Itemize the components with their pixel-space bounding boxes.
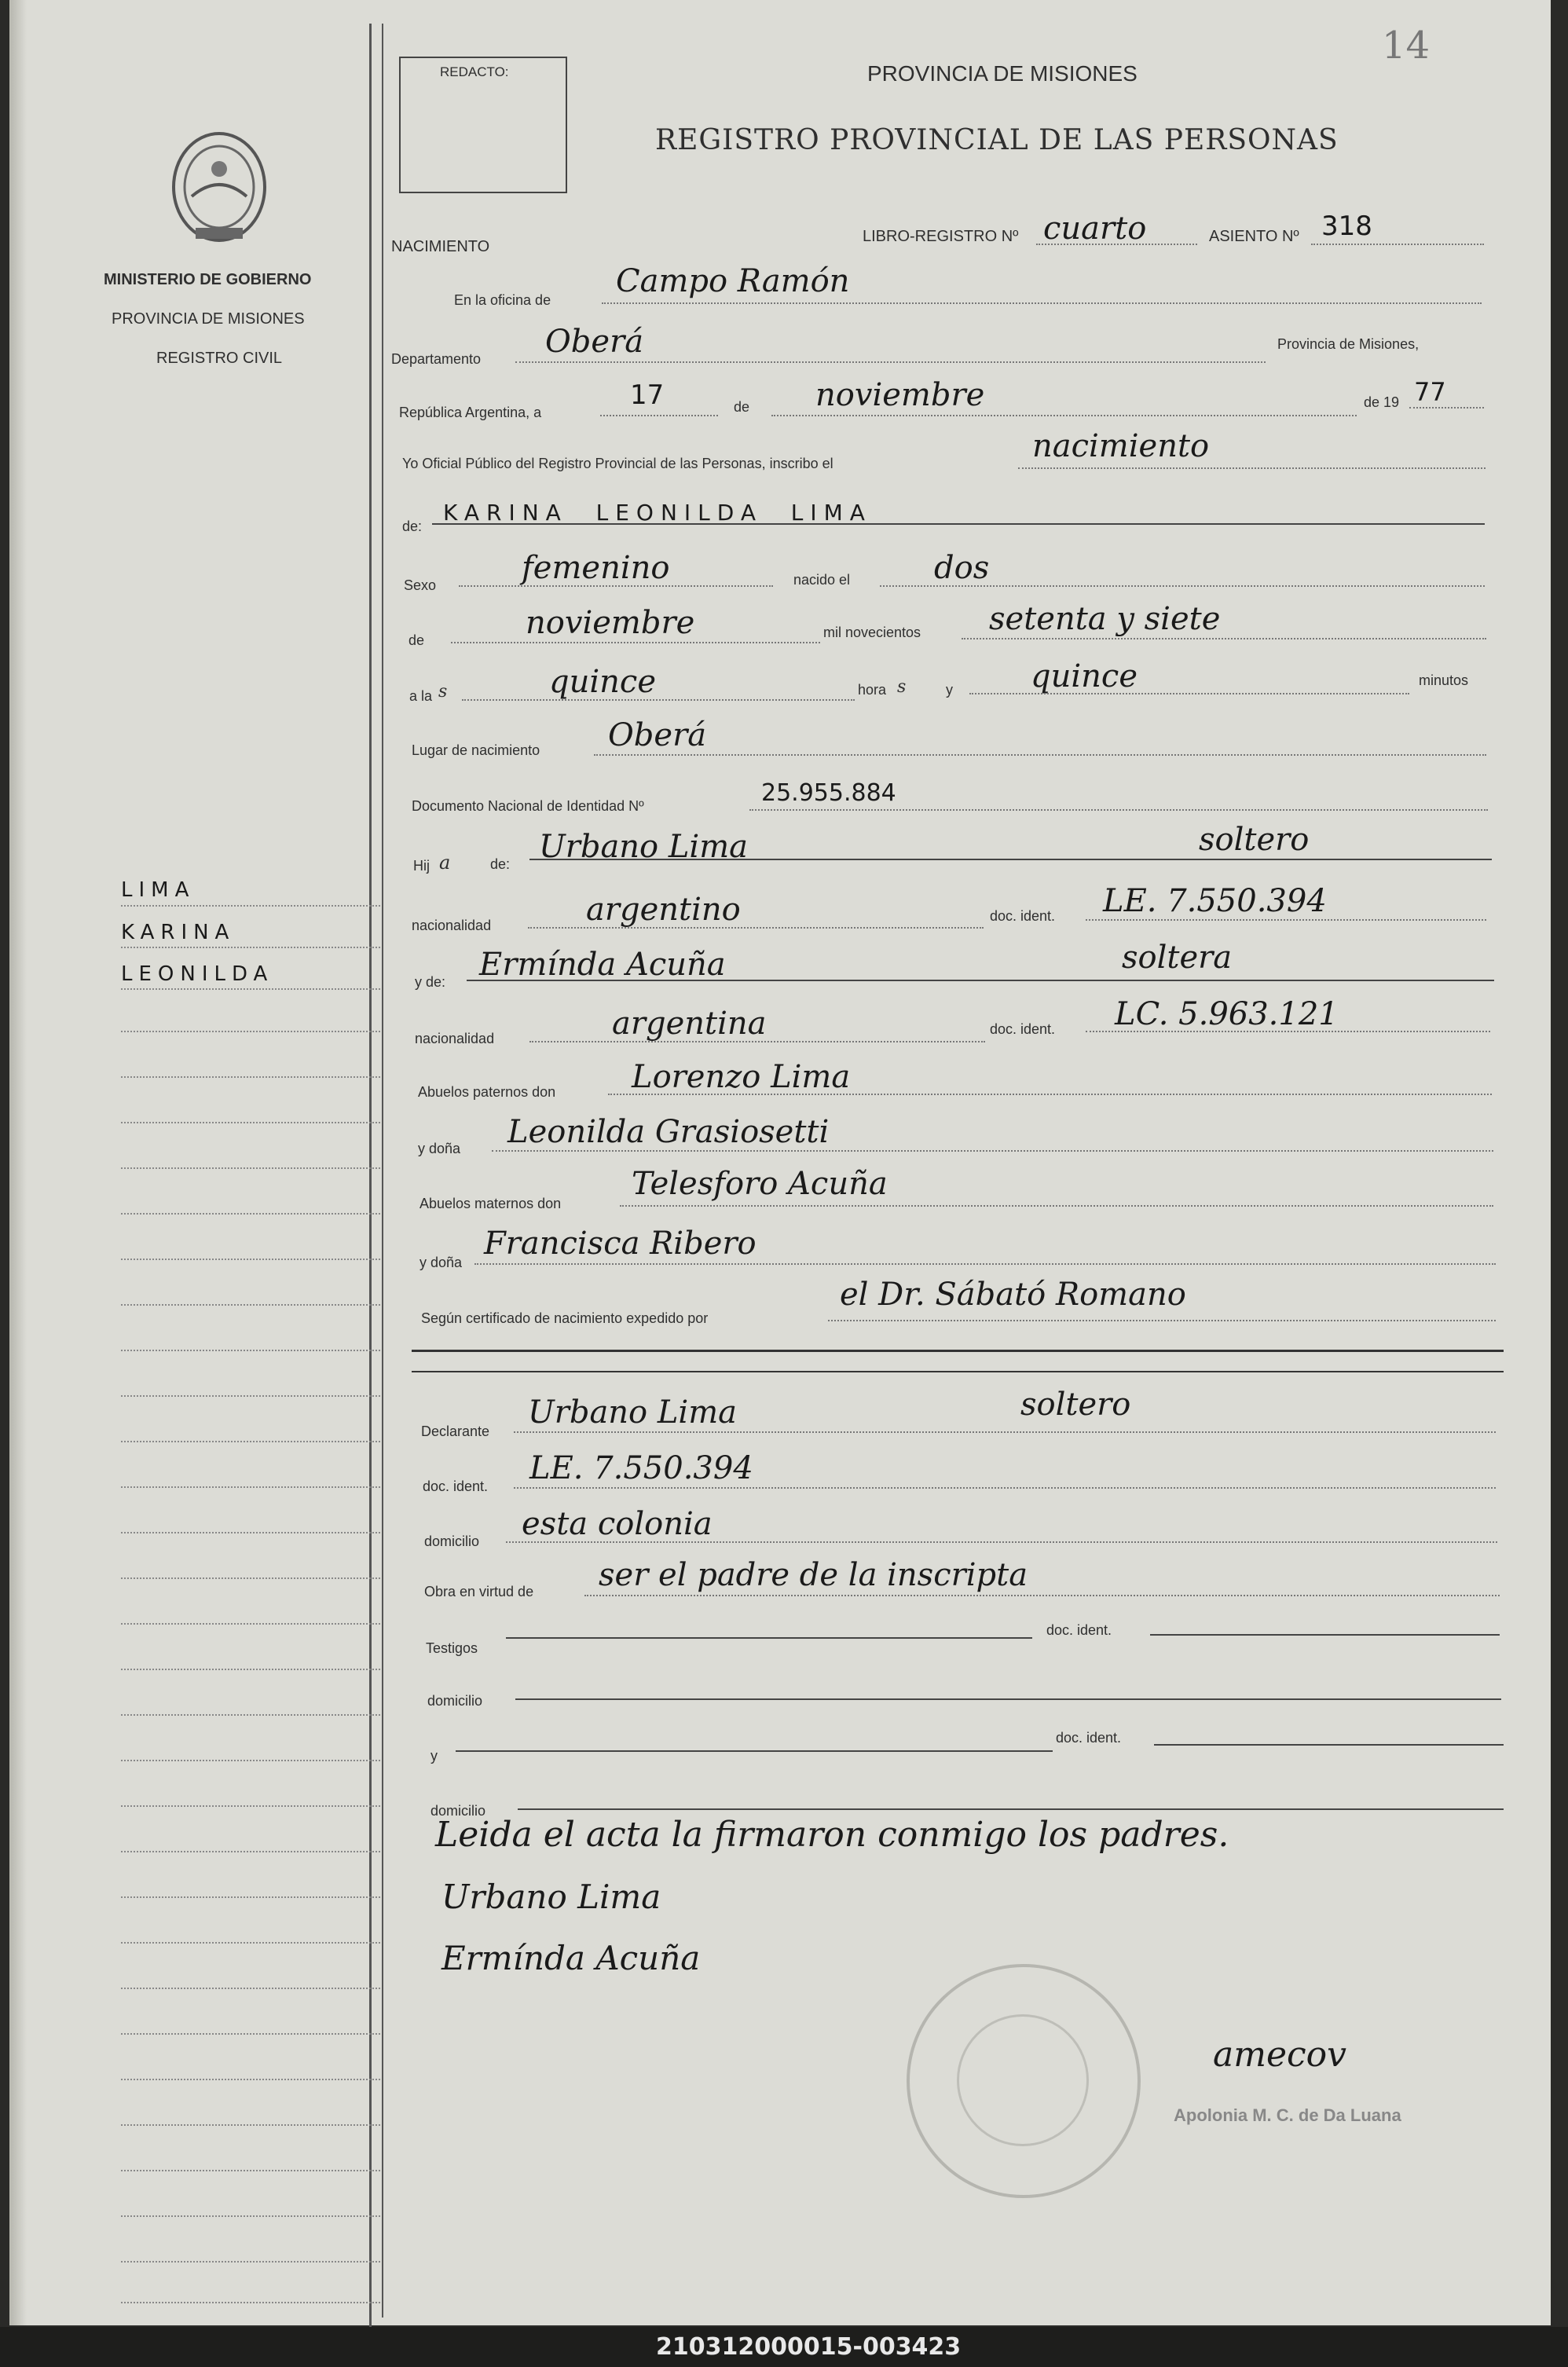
- dia-value: 17: [630, 379, 665, 411]
- field-line: [602, 302, 1482, 304]
- ydona1-label: y doña: [418, 1141, 461, 1156]
- field-line: [529, 1041, 985, 1042]
- declarante-estado: soltero: [1020, 1387, 1131, 1423]
- margin-line: [121, 1623, 380, 1625]
- madre-estado: soltera: [1122, 940, 1233, 976]
- margin-line: [121, 1259, 380, 1260]
- margin-line: [121, 1395, 380, 1397]
- minutos-label: minutos: [1419, 672, 1469, 688]
- nac2-label: nacionalidad: [415, 1031, 495, 1046]
- domicilio2-line: [515, 1698, 1501, 1700]
- footer-bar: [0, 2327, 1568, 2367]
- field-line: [528, 927, 984, 929]
- official-stamp-name: Apolonia M. C. de Da Luana: [1174, 2105, 1401, 2125]
- document-page: [9, 0, 1551, 2325]
- testigos-label: Testigos: [426, 1640, 478, 1656]
- margin-line: [121, 1532, 380, 1533]
- departamento-value: Oberá: [545, 324, 644, 360]
- madre-value: Ermínda Acuña: [479, 947, 726, 983]
- margin-name-second: LEONILDA: [121, 962, 274, 986]
- yde-label: y de:: [415, 974, 446, 990]
- hijo-suffix: a: [439, 852, 451, 874]
- y-docid-label: doc. ident.: [1056, 1730, 1122, 1746]
- oficial-value: nacimiento: [1032, 428, 1210, 464]
- field-line: [462, 699, 855, 701]
- nacido-dia-value: dos: [934, 550, 990, 586]
- nacido-mes-value: noviembre: [526, 605, 695, 641]
- y-label: y: [946, 682, 953, 698]
- sexo-value: femenino: [522, 550, 670, 586]
- official-signature: amecov: [1213, 2035, 1346, 2075]
- nac1-label: nacionalidad: [412, 918, 492, 933]
- field-line: [600, 415, 718, 416]
- madre-line: [467, 980, 1494, 981]
- margin-line: [121, 947, 380, 948]
- sidebar-province: PROVINCIA DE MISIONES: [112, 310, 305, 328]
- margin-name-first: KARINA: [121, 921, 236, 944]
- margin-line: [121, 1942, 380, 1944]
- docid1-value: LE. 7.550.394: [1103, 883, 1327, 919]
- abm-label: Abuelos maternos don: [419, 1196, 562, 1211]
- field-line: [1086, 1031, 1490, 1032]
- margin-line: [121, 1213, 380, 1215]
- oficina-label: En la oficina de: [454, 292, 551, 308]
- field-line: [514, 1431, 1496, 1433]
- mother-signature: Ermínda Acuña: [441, 1939, 701, 1977]
- footer-code: 210312000015-003423: [656, 2333, 962, 2361]
- hijo-de-label: de:: [490, 856, 511, 872]
- margin-line: [121, 1851, 380, 1852]
- decl-docid-label: doc. ident.: [423, 1478, 489, 1494]
- decl-domicilio-label: domicilio: [424, 1533, 480, 1549]
- margin-line: [121, 1714, 380, 1716]
- field-line: [594, 754, 1486, 756]
- margin-divider: [369, 24, 372, 2341]
- asiento-label: ASIENTO Nº: [1209, 228, 1299, 245]
- y-docid-line: [1154, 1744, 1504, 1746]
- page-title: REGISTRO PROVINCIAL DE LAS PERSONAS: [655, 124, 1339, 156]
- margin-line: [121, 2215, 380, 2217]
- domicilio2-label: domicilio: [427, 1693, 483, 1709]
- margin-line: [121, 1076, 380, 1078]
- field-line: [828, 1320, 1496, 1321]
- abm-value: Telesforo Acuña: [632, 1166, 888, 1202]
- padre-estado: soltero: [1199, 822, 1310, 858]
- testigos-docid-label: doc. ident.: [1046, 1622, 1112, 1638]
- field-line: [969, 693, 1409, 694]
- margin-line: [121, 2261, 380, 2263]
- nac1-value: argentino: [586, 892, 741, 928]
- margin-line: [121, 2124, 380, 2126]
- hora-value: quince: [549, 664, 656, 700]
- field-line: [1409, 407, 1484, 409]
- anio-label: de 19: [1364, 394, 1400, 410]
- obra-value: ser el padre de la inscripta: [599, 1557, 1028, 1593]
- libro-line: [1036, 244, 1197, 245]
- field-line: [620, 1205, 1493, 1207]
- margin-line: [121, 1122, 380, 1123]
- abp-dona-value: Leonilda Grasiosetti: [507, 1114, 830, 1150]
- header-province: PROVINCIA DE MISIONES: [867, 61, 1138, 86]
- field-line: [459, 585, 773, 587]
- margin-line: [121, 2170, 380, 2171]
- padre-value: Urbano Lima: [539, 829, 748, 865]
- nombre-line: [432, 523, 1485, 525]
- field-line: [506, 1541, 1497, 1543]
- field-line: [474, 1263, 1496, 1265]
- section-divider: [412, 1350, 1504, 1352]
- declarante-value: Urbano Lima: [528, 1394, 737, 1431]
- libro-label: LIBRO-REGISTRO Nº: [863, 228, 1019, 245]
- closing-text: Leida el acta la firmaron conmigo los padres.: [435, 1815, 1229, 1855]
- republica-label: República Argentina, a: [399, 405, 542, 420]
- field-line: [584, 1595, 1500, 1596]
- margin-line: [121, 1669, 380, 1670]
- asiento-value: 318: [1321, 211, 1372, 242]
- field-line: [749, 809, 1488, 811]
- dni-value: 25.955.884: [761, 779, 896, 807]
- margin-line: [121, 1577, 380, 1579]
- decl-docid-value: LE. 7.550.394: [529, 1450, 753, 1486]
- margin-line: [121, 1760, 380, 1761]
- docid1-label: doc. ident.: [990, 908, 1056, 924]
- sidebar-registry: REGISTRO CIVIL: [156, 350, 283, 367]
- nac2-value: argentina: [612, 1006, 767, 1042]
- margin-line: [121, 1350, 380, 1351]
- margin-line: [121, 1304, 380, 1306]
- de2-label: de: [408, 632, 425, 648]
- field-line: [608, 1094, 1492, 1095]
- hijo-label: Hij: [413, 858, 430, 874]
- field-line: [771, 415, 1357, 416]
- sidebar-ministry: MINISTERIO DE GOBIERNO: [104, 271, 312, 288]
- testigos-line: [506, 1637, 1032, 1639]
- docid2-value: LC. 5.963.121: [1115, 996, 1339, 1032]
- asiento-line: [1311, 244, 1484, 245]
- lugar-value: Oberá: [608, 717, 707, 753]
- ydona2-label: y doña: [419, 1255, 463, 1270]
- domicilio3-line: [518, 1808, 1504, 1810]
- decl-domicilio-value: esta colonia: [522, 1506, 713, 1542]
- minutos-value: quince: [1031, 658, 1138, 694]
- redacto-box: [399, 57, 567, 193]
- obra-label: Obra en virtud de: [424, 1584, 534, 1599]
- margin-name-surname: LIMA: [121, 878, 196, 902]
- field-line: [492, 1150, 1493, 1152]
- lugar-label: Lugar de nacimiento: [412, 742, 540, 758]
- margin-line: [121, 1031, 380, 1032]
- field-line: [880, 585, 1485, 587]
- departamento-label: Departamento: [391, 351, 482, 367]
- margin-line: [121, 988, 380, 990]
- abp-value: Lorenzo Lima: [632, 1059, 851, 1095]
- dni-label: Documento Nacional de Identidad Nº: [412, 798, 644, 814]
- margin-line: [121, 2033, 380, 2035]
- margin-line: [121, 905, 380, 907]
- abm-dona-value: Francisca Ribero: [484, 1226, 757, 1262]
- sexo-label: Sexo: [404, 577, 437, 593]
- nacido-label: nacido el: [793, 572, 851, 588]
- mil-label: mil novecientos: [823, 625, 921, 640]
- redacto-label: REDACTO:: [440, 64, 509, 79]
- y-testigo-label: y: [430, 1748, 438, 1764]
- ala-label: a la: [409, 688, 433, 704]
- cert-value: el Dr. Sábató Romano: [840, 1277, 1186, 1313]
- y-testigo-line: [456, 1750, 1053, 1752]
- margin-line: [121, 2302, 380, 2303]
- field-line: [514, 1487, 1496, 1489]
- section-divider: [412, 1371, 1504, 1372]
- horas-suffix: s: [897, 677, 907, 697]
- oficina-value: Campo Ramón: [616, 263, 850, 299]
- de-label: de: [734, 399, 750, 415]
- anio-value: 77: [1414, 377, 1446, 407]
- field-line: [515, 361, 1266, 363]
- margin-line: [121, 1441, 380, 1442]
- de-persona-label: de:: [402, 518, 423, 534]
- margin-line: [121, 1805, 380, 1807]
- margin-line: [121, 2079, 380, 2080]
- oficial-label: Yo Oficial Público del Registro Provincial de las Personas, inscribo el: [402, 456, 833, 471]
- father-signature: Urbano Lima: [441, 1878, 661, 1916]
- margin-line: [121, 1167, 380, 1169]
- horas-label: hora: [858, 682, 887, 698]
- page-number: 14: [1382, 24, 1431, 68]
- margin-line: [121, 1486, 380, 1488]
- field-line: [1018, 467, 1486, 469]
- ala-suffix: s: [438, 682, 448, 702]
- provincia-label: Provincia de Misiones,: [1277, 336, 1420, 352]
- docid2-label: doc. ident.: [990, 1021, 1056, 1037]
- field-line: [962, 638, 1486, 639]
- coat-of-arms-icon: [160, 126, 278, 251]
- field-line: [1086, 919, 1486, 921]
- margin-line: [121, 1896, 380, 1898]
- margin-line: [121, 1988, 380, 1989]
- section-label: NACIMIENTO: [391, 238, 490, 255]
- field-line: [451, 642, 820, 643]
- padre-line: [529, 859, 1492, 860]
- cert-label: Según certificado de nacimiento expedido por: [421, 1310, 709, 1326]
- libro-value: cuarto: [1043, 211, 1147, 247]
- nacido-anio-value: setenta y siete: [989, 601, 1221, 637]
- mes-value: noviembre: [815, 377, 985, 413]
- declarante-label: Declarante: [421, 1423, 490, 1439]
- domicilio3-label: domicilio: [430, 1803, 486, 1819]
- nombre-value: KARINA LEONILDA LIMA: [443, 500, 872, 526]
- abp-label: Abuelos paternos don: [418, 1084, 556, 1100]
- testigos-docid-line: [1150, 1634, 1500, 1636]
- official-seal: [907, 1964, 1141, 2198]
